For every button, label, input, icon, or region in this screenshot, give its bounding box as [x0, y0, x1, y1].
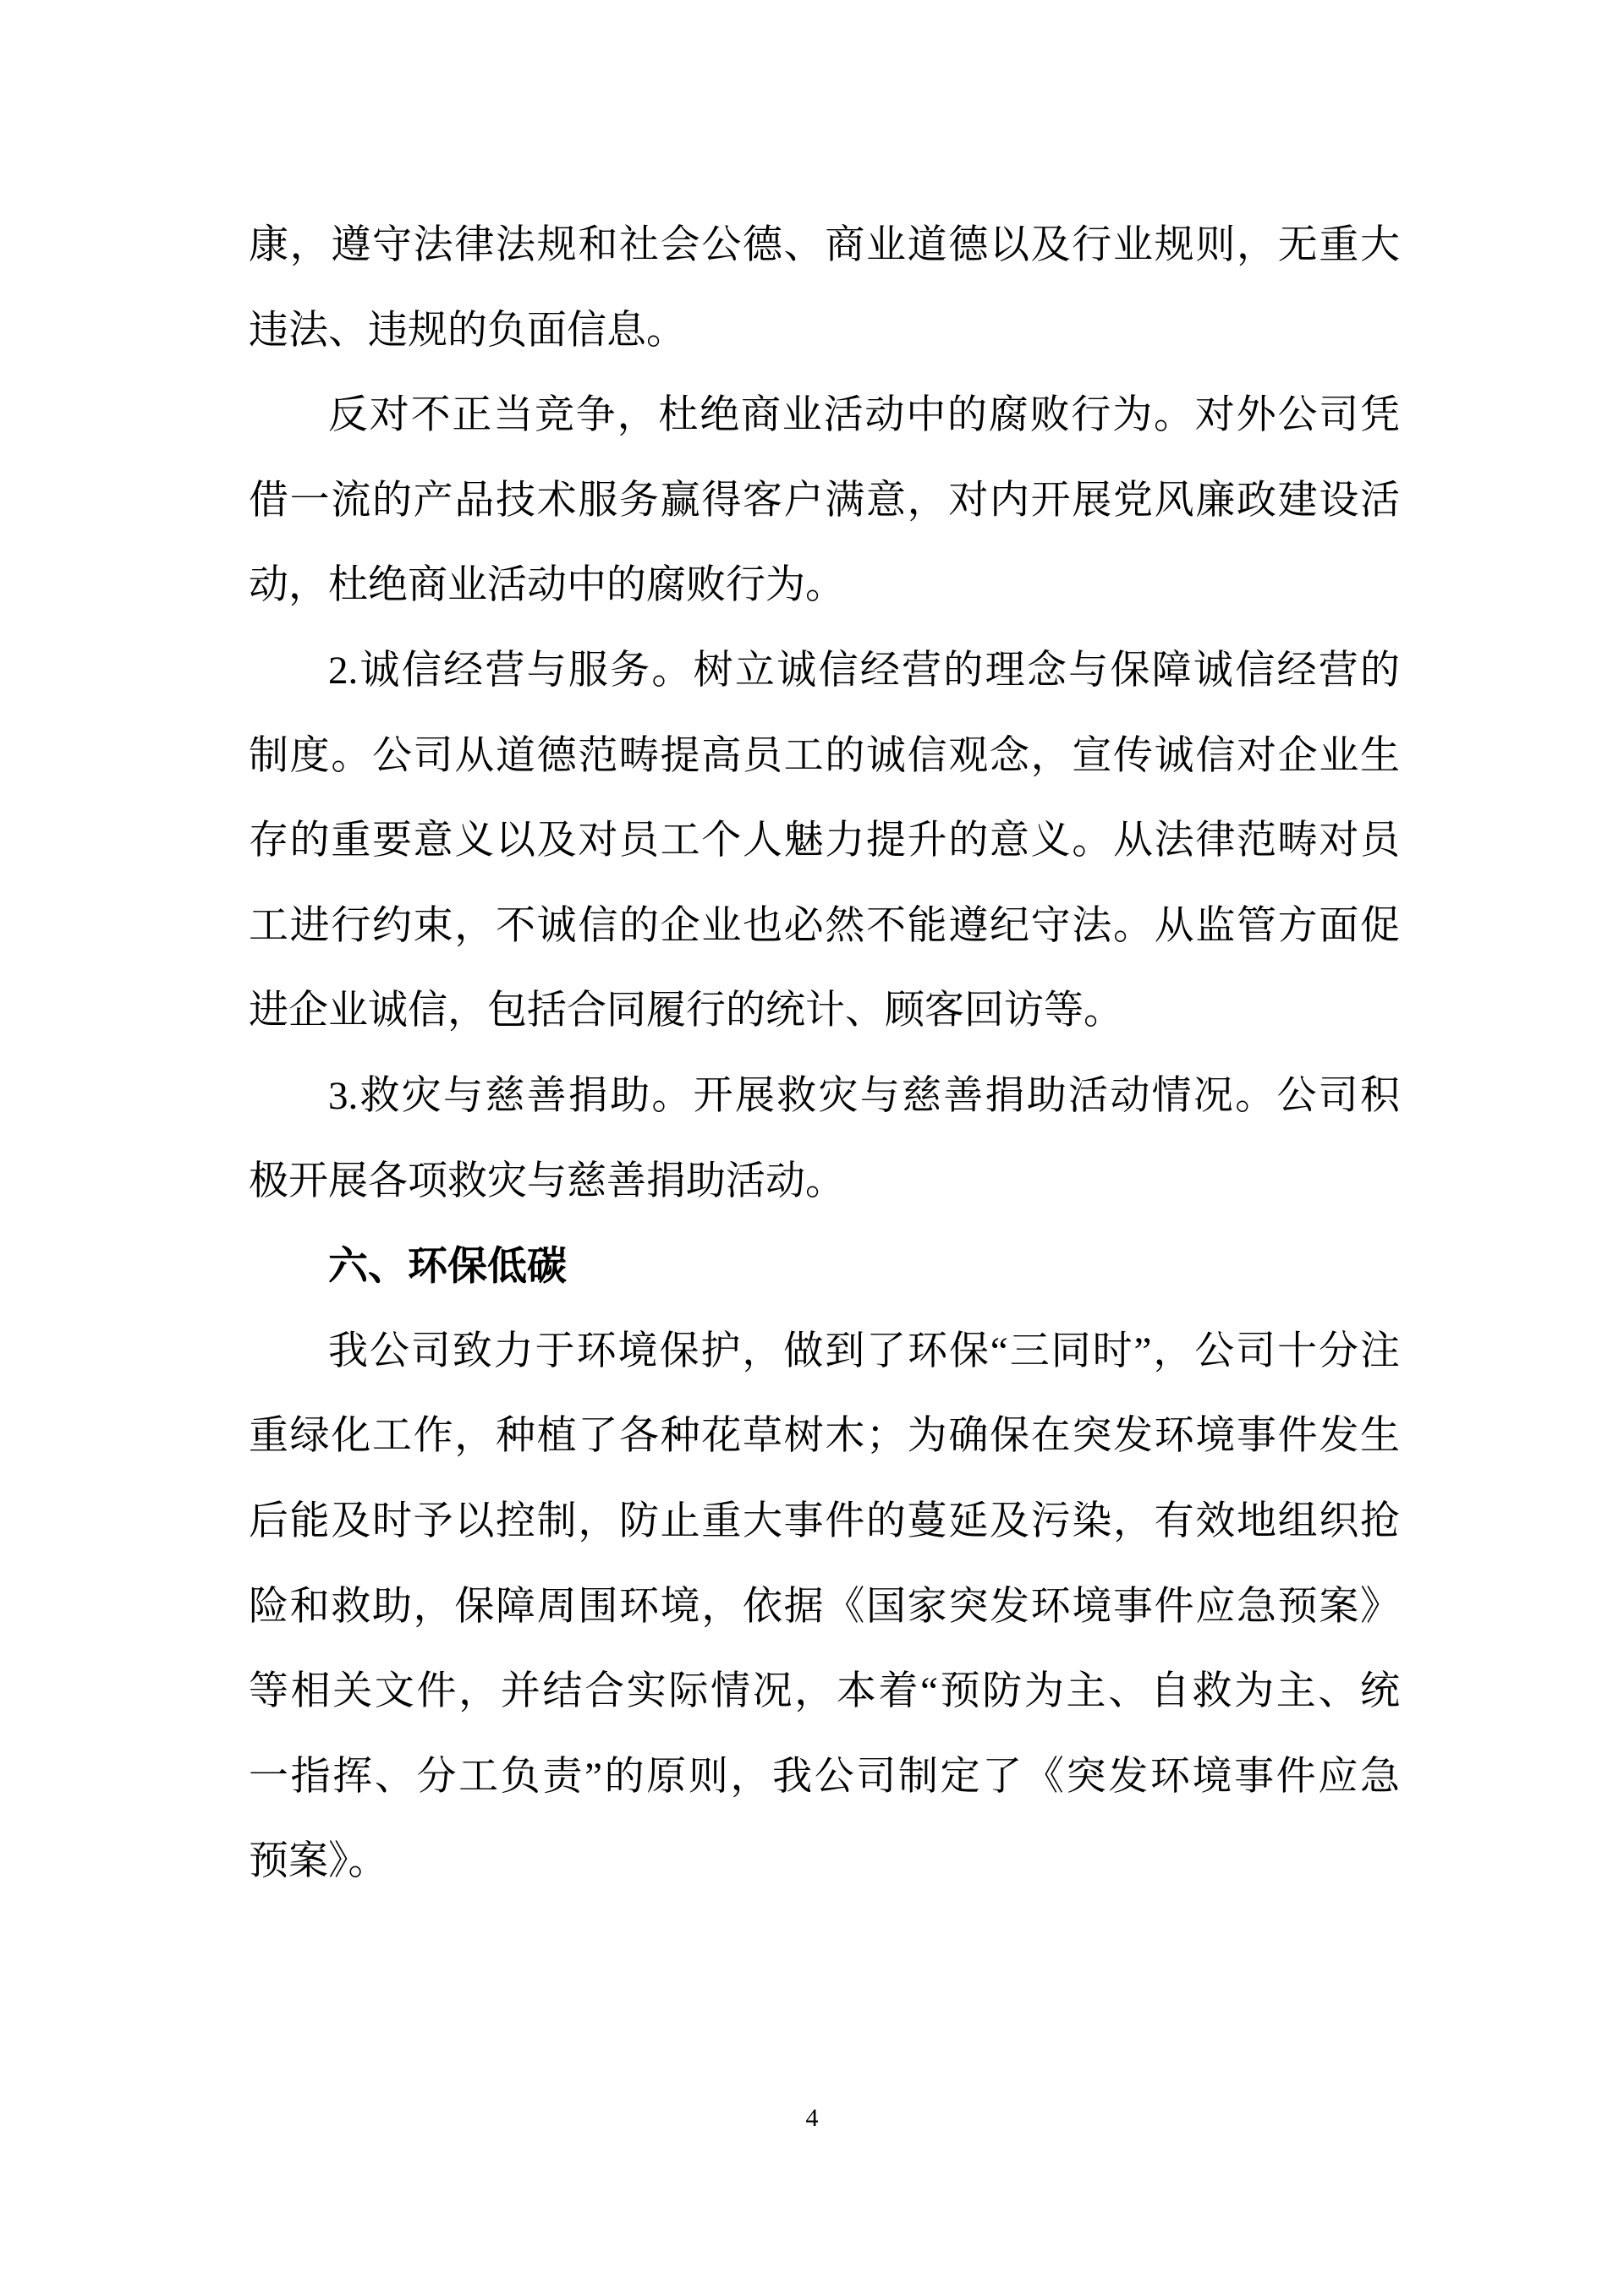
text-line: 重绿化工作，种植了各种花草树木；为确保在突发环境事件发生: [249, 1414, 1400, 1459]
text-line paragraph-end: 极开展各项救灾与慈善捐助活动。: [249, 1159, 845, 1203]
text-line: 康，遵守法律法规和社会公德、商业道德以及行业规则，无重大: [249, 223, 1400, 267]
text-line: 险和救助，保障周围环境，依据《国家突发环境事件应急预案》: [249, 1584, 1400, 1629]
text-line: 制度。公司从道德范畴提高员工的诚信观念，宣传诚信对企业生: [249, 733, 1400, 778]
text-line paragraph-start: 2.诚信经营与服务。树立诚信经营的理念与保障诚信经营的: [328, 648, 1400, 693]
text-line: 一指挥、分工负责”的原则，我公司制定了《突发环境事件应急: [249, 1754, 1400, 1799]
page-number: 4: [805, 2104, 819, 2132]
text-line paragraph-end: 预案》。: [249, 1839, 388, 1884]
text-line paragraph-end: 进企业诚信，包括合同履行的统计、顾客回访等。: [249, 989, 1123, 1033]
text-block: [249, 203, 1400, 1904]
text-line: 后能及时予以控制，防止重大事件的蔓延及污染，有效地组织抢: [249, 1499, 1400, 1543]
section-heading: 六、环保低碳: [328, 1243, 567, 1289]
text-line: 借一流的产品技术服务赢得客户满意，对内开展党风廉政建设活: [249, 478, 1400, 523]
text-line paragraph-start: 反对不正当竞争，杜绝商业活动中的腐败行为。对外公司凭: [328, 393, 1400, 438]
text-line paragraph-end: 动，杜绝商业活动中的腐败行为。: [249, 563, 845, 608]
text-line: 工进行约束，不诚信的企业也必然不能遵纪守法。从监管方面促: [249, 903, 1400, 948]
text-line: 等相关文件，并结合实际情况，本着“预防为主、自救为主、统: [249, 1669, 1400, 1714]
text-line paragraph-start: 我公司致力于环境保护，做到了环保“三同时”，公司十分注: [328, 1329, 1400, 1373]
text-line paragraph-end: 违法、违规的负面信息。: [249, 308, 686, 353]
text-line: 存的重要意义以及对员工个人魅力提升的意义。从法律范畴对员: [249, 819, 1400, 863]
text-line paragraph-start: 3.救灾与慈善捐助。开展救灾与慈善捐助活动情况。公司积: [328, 1073, 1400, 1118]
